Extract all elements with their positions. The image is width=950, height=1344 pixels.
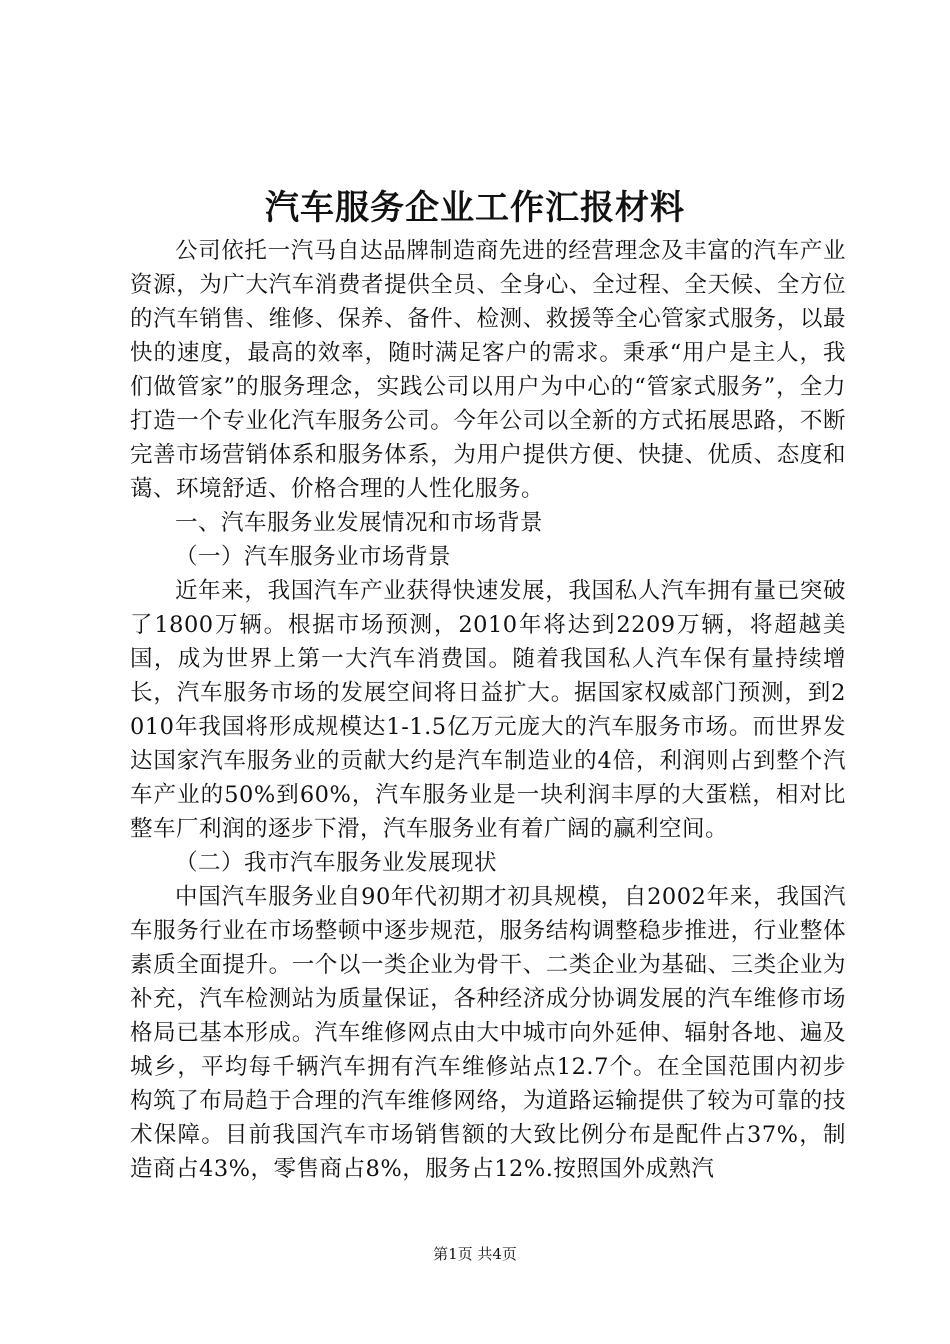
document-body xyxy=(130,234,846,1186)
paragraph-current-status: 中国汽车服务业自90年代初期才初具规模，自2002年来，我国汽车服务行业在市场整顿中逐步规范，服务结构调整稳步推进，行业整体素质全面提升。一个以一类企业为骨干、二类企业为基础、三类企业为补充，汽车检测站为质量保证，各种经济成分协调发展的汽车维修市场格局已基本形成。汽车维修网点由大中城市向外延伸、辐射各地、遍及城乡，平均每千辆汽车拥有汽车维修站点12.7个。在全国范围内初步构筑了布局趋于合理的汽车维修网络，为道路运输提供了较为可靠的技术保障。目前我国汽车市场销售额的大致比例分布是配件占37%，制造商占43%，零售商占8%，服务占12%.按照国外成熟汽 xyxy=(130,884,846,1182)
subsection-heading-2: （二）我市汽车服务业发展现状 xyxy=(175,850,498,876)
page-footer: 第1页 共4页 xyxy=(433,1245,517,1263)
document-title: 汽车服务企业工作汇报材料 xyxy=(265,188,685,228)
paragraph-market-background: 近年来，我国汽车产业获得快速发展，我国私人汽车拥有量已突破了1800万辆。根据市场预测，2010年将达到2209万辆，将超越美国，成为世界上第一大汽车消费国。随着我国私人汽车保有量持续增长，汽车服务市场的发展空间将日益扩大。据国家权威部门预测，到2010年我国将形成规模达1-1.5亿万元庞大的汽车服务市场。而世界发达国家汽车服务业的贡献大约是汽车制造业的4倍，利润则占到整个汽车产业的50%到60%，汽车服务业是一块利润丰厚的大蛋糕，相对比整车厂利润的逐步下滑，汽车服务业有着广阔的赢利空间。 xyxy=(130,578,846,842)
section-heading-1: 一、汽车服务业发展情况和市场背景 xyxy=(175,510,544,536)
paragraph-intro: 公司依托一汽马自达品牌制造商先进的经营理念及丰富的汽车产业资源，为广大汽车消费者提供全员、全身心、全过程、全天候、全方位的汽车销售、维修、保养、备件、检测、救援等全心管家式服务，以最快的速度，最高的效率，随时满足客户的需求。秉承“用户是主人，我们做管家”的服务理念，实践公司以用户为中心的“管家式服务”，全力打造一个专业化汽车服务公司。今年公司以全新的方式拓展思路，不断完善市场营销体系和服务体系，为用户提供方便、快捷、优质、态度和蔼、环境舒适、价格合理的人性化服务。 xyxy=(130,238,846,502)
subsection-heading-1: （一）汽车服务业市场背景 xyxy=(175,544,452,570)
